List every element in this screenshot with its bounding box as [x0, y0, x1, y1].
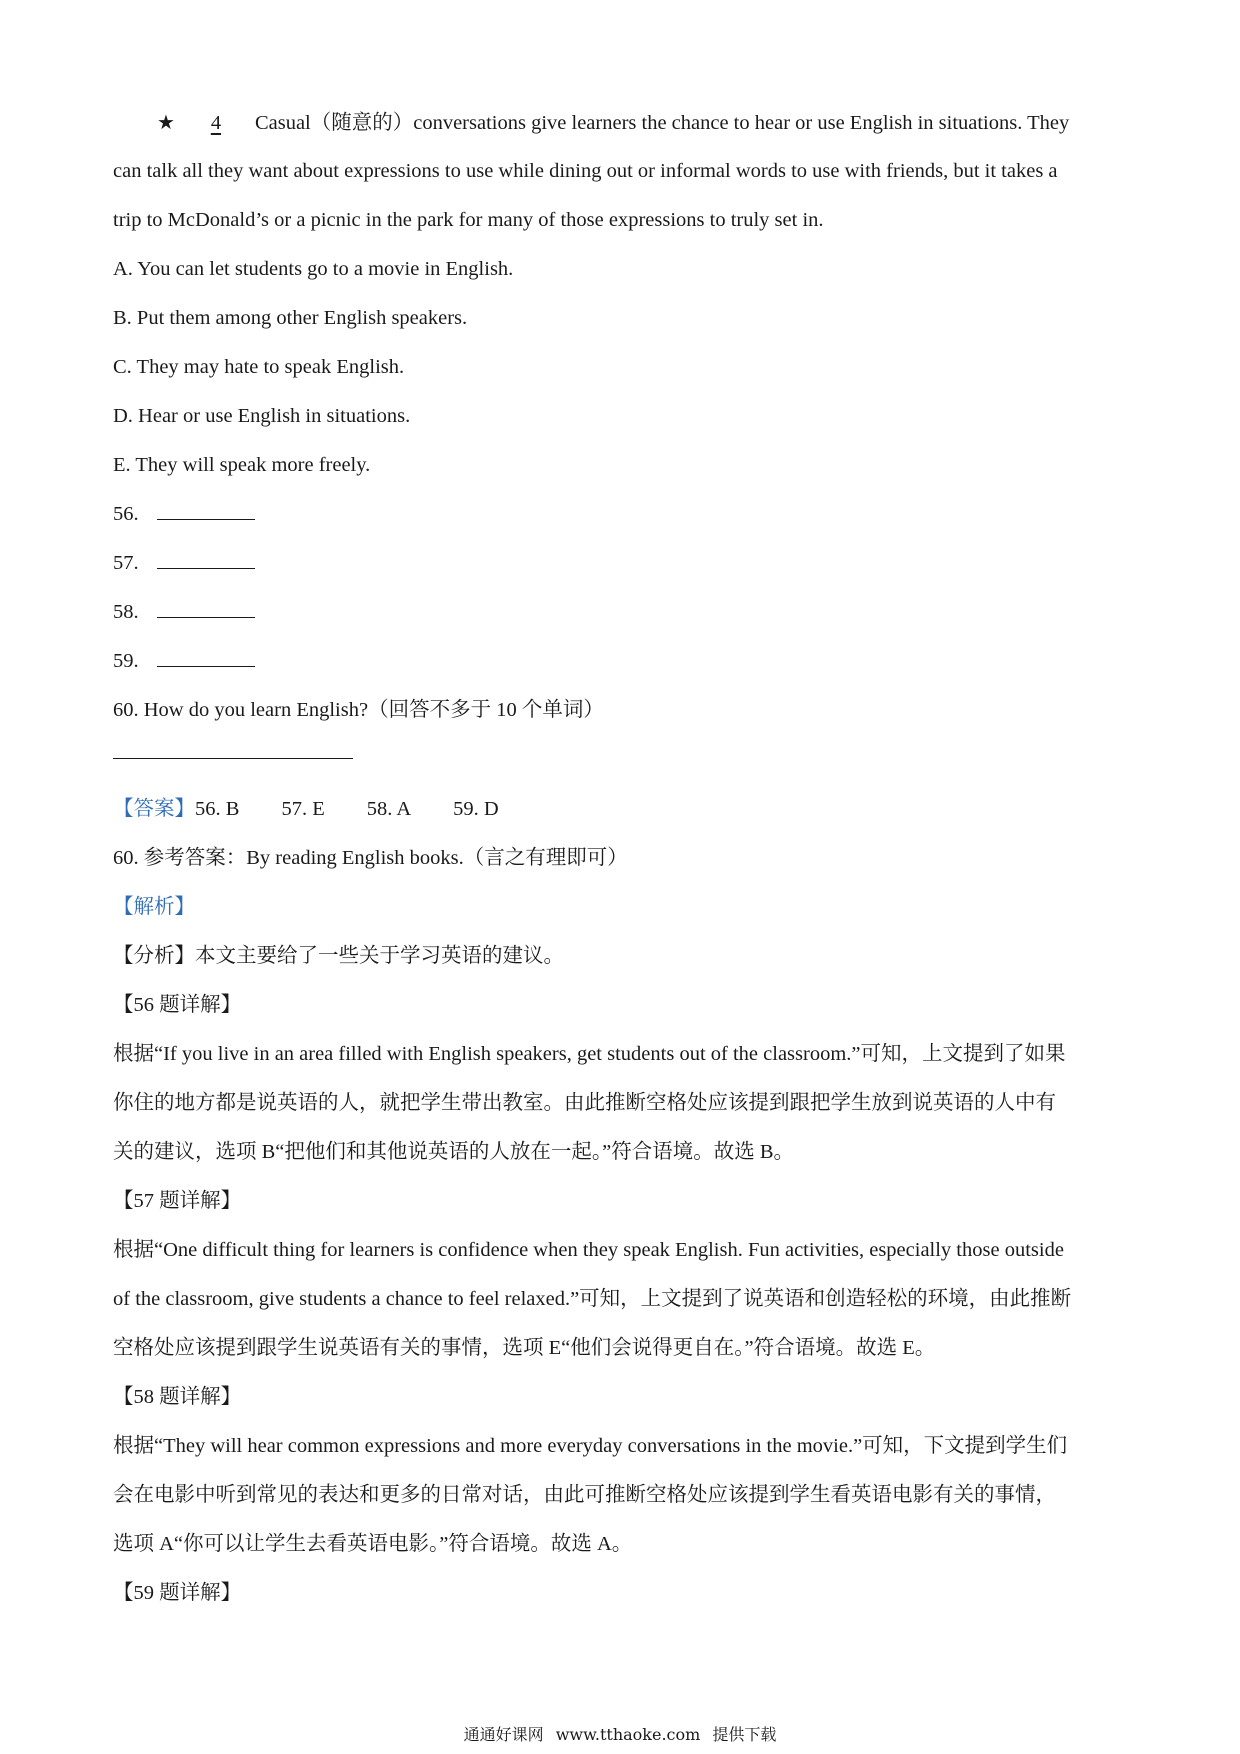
question-number: 59.: [113, 650, 139, 672]
footer-tagline: 提供下载: [712, 1725, 777, 1744]
answer-blank[interactable]: [157, 648, 255, 667]
passage-line-1: [113, 98, 1133, 147]
q56-line-1: 根据“If you live in an area filled with English speakers, get students out of the classroom.”可知，上文提到了如果: [113, 1043, 1066, 1065]
answer-blank[interactable]: [157, 599, 255, 618]
answer-blank[interactable]: [157, 550, 255, 569]
answer-row: [113, 785, 1133, 834]
answer-56: 56. B: [195, 798, 240, 820]
option-e: E. They will speak more freely.: [113, 454, 371, 476]
q57-heading: 【57 题详解】: [113, 1190, 242, 1212]
passage-line-2: can talk all they want about expressions to use while dining out or informal words to use with friends, but it takes a: [113, 160, 1058, 182]
question-number: 58.: [113, 601, 139, 623]
q58-line-1: 根据“They will hear common expressions and more everyday conversations in the movie.”可知，下文提到学生们: [113, 1435, 1068, 1457]
footer-url[interactable]: www.tthaoke.com: [555, 1725, 701, 1744]
passage-blank-number: 4: [210, 112, 222, 134]
option-a: A. You can let students go to a movie in English.: [113, 258, 514, 280]
option-b: B. Put them among other English speakers.: [113, 307, 468, 329]
q59-heading: 【59 题详解】: [113, 1582, 242, 1604]
answer-label: 【答案】: [113, 798, 195, 820]
footer-site-name: 通通好课网: [463, 1725, 544, 1744]
star-icon: ★: [157, 110, 175, 134]
q56-line-2: 你住的地方都是说英语的人，就把学生带出教室。由此推断空格处应该提到跟把学生放到说英语的人中有: [113, 1092, 1056, 1114]
passage-text-1: Casual（随意的）conversations give learners the chance to hear or use English in situations. They: [254, 112, 1070, 134]
question-60: 60. How do you learn English?（回答不多于 10 个单词）: [113, 699, 604, 721]
question-59: [113, 637, 1133, 686]
page-footer: [0, 1722, 1240, 1745]
q58-line-3: 选项 A“你可以让学生去看英语电影。”符合语境。故选 A。: [113, 1533, 633, 1555]
q56-heading: 【56 题详解】: [113, 994, 242, 1016]
option-c: C. They may hate to speak English.: [113, 356, 405, 378]
question-60-answer-line[interactable]: [113, 757, 353, 759]
passage-line-3: trip to McDonald’s or a picnic in the park for many of those expressions to truly set in.: [113, 209, 824, 231]
q58-line-2: 会在电影中听到常见的表达和更多的日常对话，由此可推断空格处应该提到学生看英语电影有关的事情，: [113, 1484, 1056, 1506]
q57-line-1: 根据“One difficult thing for learners is confidence when they speak English. Fun activities, especially those outside: [113, 1239, 1064, 1261]
option-d: D. Hear or use English in situations.: [113, 405, 411, 427]
question-number: 56.: [113, 503, 139, 525]
answer-58: 58. A: [366, 798, 412, 820]
question-57: [113, 539, 1133, 588]
answer-blank[interactable]: [157, 501, 255, 520]
answer-57: 57. E: [281, 798, 325, 820]
q57-line-2: of the classroom, give students a chance to feel relaxed.”可知，上文提到了说英语和创造轻松的环境，由此推断: [113, 1288, 1072, 1310]
answer-60: 60. 参考答案：By reading English books.（言之有理即可）: [113, 847, 628, 869]
question-number: 57.: [113, 552, 139, 574]
analysis-summary: 【分析】本文主要给了一些关于学习英语的建议。: [113, 945, 564, 967]
q56-line-3: 关的建议，选项 B“把他们和其他说英语的人放在一起。”符合语境。故选 B。: [113, 1141, 795, 1163]
question-56: [113, 490, 1133, 539]
q58-heading: 【58 题详解】: [113, 1386, 242, 1408]
answer-59: 59. D: [453, 798, 499, 820]
q57-line-3: 空格处应该提到跟学生说英语有关的事情，选项 E“他们会说得更自在。”符合语境。故选 E。: [113, 1337, 936, 1359]
analysis-label: 【解析】: [113, 896, 195, 918]
document-page: [113, 98, 1133, 1618]
question-58: [113, 588, 1133, 637]
